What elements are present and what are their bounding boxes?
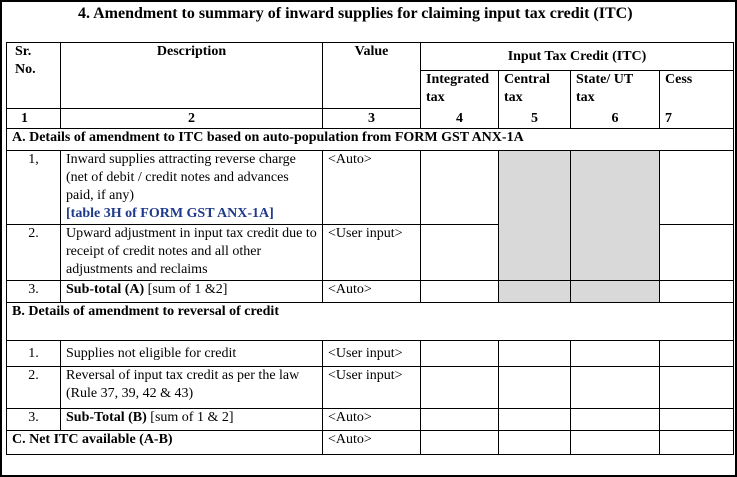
row-description	[61, 409, 323, 431]
section-b-heading: B. Details of amendment to reversal of credit	[7, 303, 734, 341]
cell-state[interactable]	[571, 431, 660, 455]
row-description: Supplies not eligible for credit	[61, 341, 323, 367]
subtotal-label: Sub-total (A)	[66, 282, 145, 297]
table-row	[7, 341, 734, 367]
cell-state[interactable]	[571, 409, 660, 431]
cell-integrated[interactable]	[421, 431, 499, 455]
row-sr-no: 3.	[7, 281, 61, 303]
header-integrated-tax: Integrated tax	[421, 71, 499, 109]
col-number: 7	[660, 109, 734, 129]
net-itc-label: C. Net ITC available (A-B)	[7, 431, 323, 455]
cell-cess[interactable]	[660, 225, 734, 281]
header-sr-no: Sr. No.	[7, 43, 61, 109]
page-title: 4. Amendment to summary of inward supplies for claiming input tax credit (ITC)	[78, 5, 633, 22]
cell-cess[interactable]	[660, 367, 734, 409]
cell-central[interactable]	[499, 367, 571, 409]
header-itc: Input Tax Credit (ITC)	[421, 43, 734, 71]
row-value: <Auto>	[323, 281, 421, 303]
row-sr-no: 2.	[7, 225, 61, 281]
cell-integrated[interactable]	[421, 341, 499, 367]
row-description	[61, 151, 323, 225]
cell-integrated[interactable]	[421, 281, 499, 303]
itc-table	[6, 42, 734, 455]
cell-central[interactable]	[499, 409, 571, 431]
cell-state[interactable]	[571, 341, 660, 367]
table-row	[7, 367, 734, 409]
cell-central-shaded	[499, 281, 571, 303]
table-row	[7, 409, 734, 431]
row-value: <User input>	[323, 367, 421, 409]
col-number: 6	[571, 109, 660, 129]
row-description-text: Inward supplies attracting reverse charge (net of debit / credit notes and advances paid, if any)	[66, 152, 296, 203]
cell-state[interactable]	[571, 367, 660, 409]
subtotal-label: Sub-Total (B)	[66, 410, 147, 425]
header-cess: Cess	[660, 71, 734, 109]
table-row	[7, 281, 734, 303]
section-a-heading: A. Details of amendment to ITC based on auto-population from FORM GST ANX-1A	[7, 129, 734, 151]
cell-cess[interactable]	[660, 281, 734, 303]
cell-cess[interactable]	[660, 409, 734, 431]
row-value: <User input>	[323, 341, 421, 367]
row-description: Reversal of input tax credit as per the law (Rule 37, 39, 42 & 43)	[61, 367, 323, 409]
cell-state-shaded	[571, 151, 660, 281]
col-number: 1	[7, 109, 61, 129]
row-value: <User input>	[323, 225, 421, 281]
col-number: 2	[61, 109, 323, 129]
subtotal-note: [sum of 1 &2]	[147, 282, 228, 297]
row-sr-no: 1,	[7, 151, 61, 225]
cell-central[interactable]	[499, 341, 571, 367]
cell-cess[interactable]	[660, 151, 734, 225]
row-sr-no: 1.	[7, 341, 61, 367]
cell-central-shaded	[499, 151, 571, 281]
table-row	[7, 151, 734, 225]
cell-state-shaded	[571, 281, 660, 303]
row-sr-no: 3.	[7, 409, 61, 431]
row-value: <Auto>	[323, 431, 421, 455]
col-number: 4	[421, 109, 499, 129]
cell-integrated[interactable]	[421, 151, 499, 225]
cell-integrated[interactable]	[421, 367, 499, 409]
row-description	[61, 281, 323, 303]
cell-integrated[interactable]	[421, 225, 499, 281]
row-value: <Auto>	[323, 409, 421, 431]
row-reference: [table 3H of FORM GST ANX-1A]	[66, 206, 274, 221]
cell-central[interactable]	[499, 431, 571, 455]
header-description: Description	[61, 43, 323, 109]
col-number: 3	[323, 109, 421, 129]
cell-integrated[interactable]	[421, 409, 499, 431]
table-row	[7, 431, 734, 455]
col-number: 5	[499, 109, 571, 129]
row-value: <Auto>	[323, 151, 421, 225]
header-value: Value	[323, 43, 421, 109]
header-central-tax: Central tax	[499, 71, 571, 109]
cell-cess[interactable]	[660, 431, 734, 455]
row-sr-no: 2.	[7, 367, 61, 409]
cell-cess[interactable]	[660, 341, 734, 367]
header-state-ut-tax: State/ UT tax	[571, 71, 660, 109]
subtotal-note: [sum of 1 & 2]	[150, 410, 234, 425]
row-description: Upward adjustment in input tax credit due to receipt of credit notes and all other adjustments and reclaims	[61, 225, 323, 281]
